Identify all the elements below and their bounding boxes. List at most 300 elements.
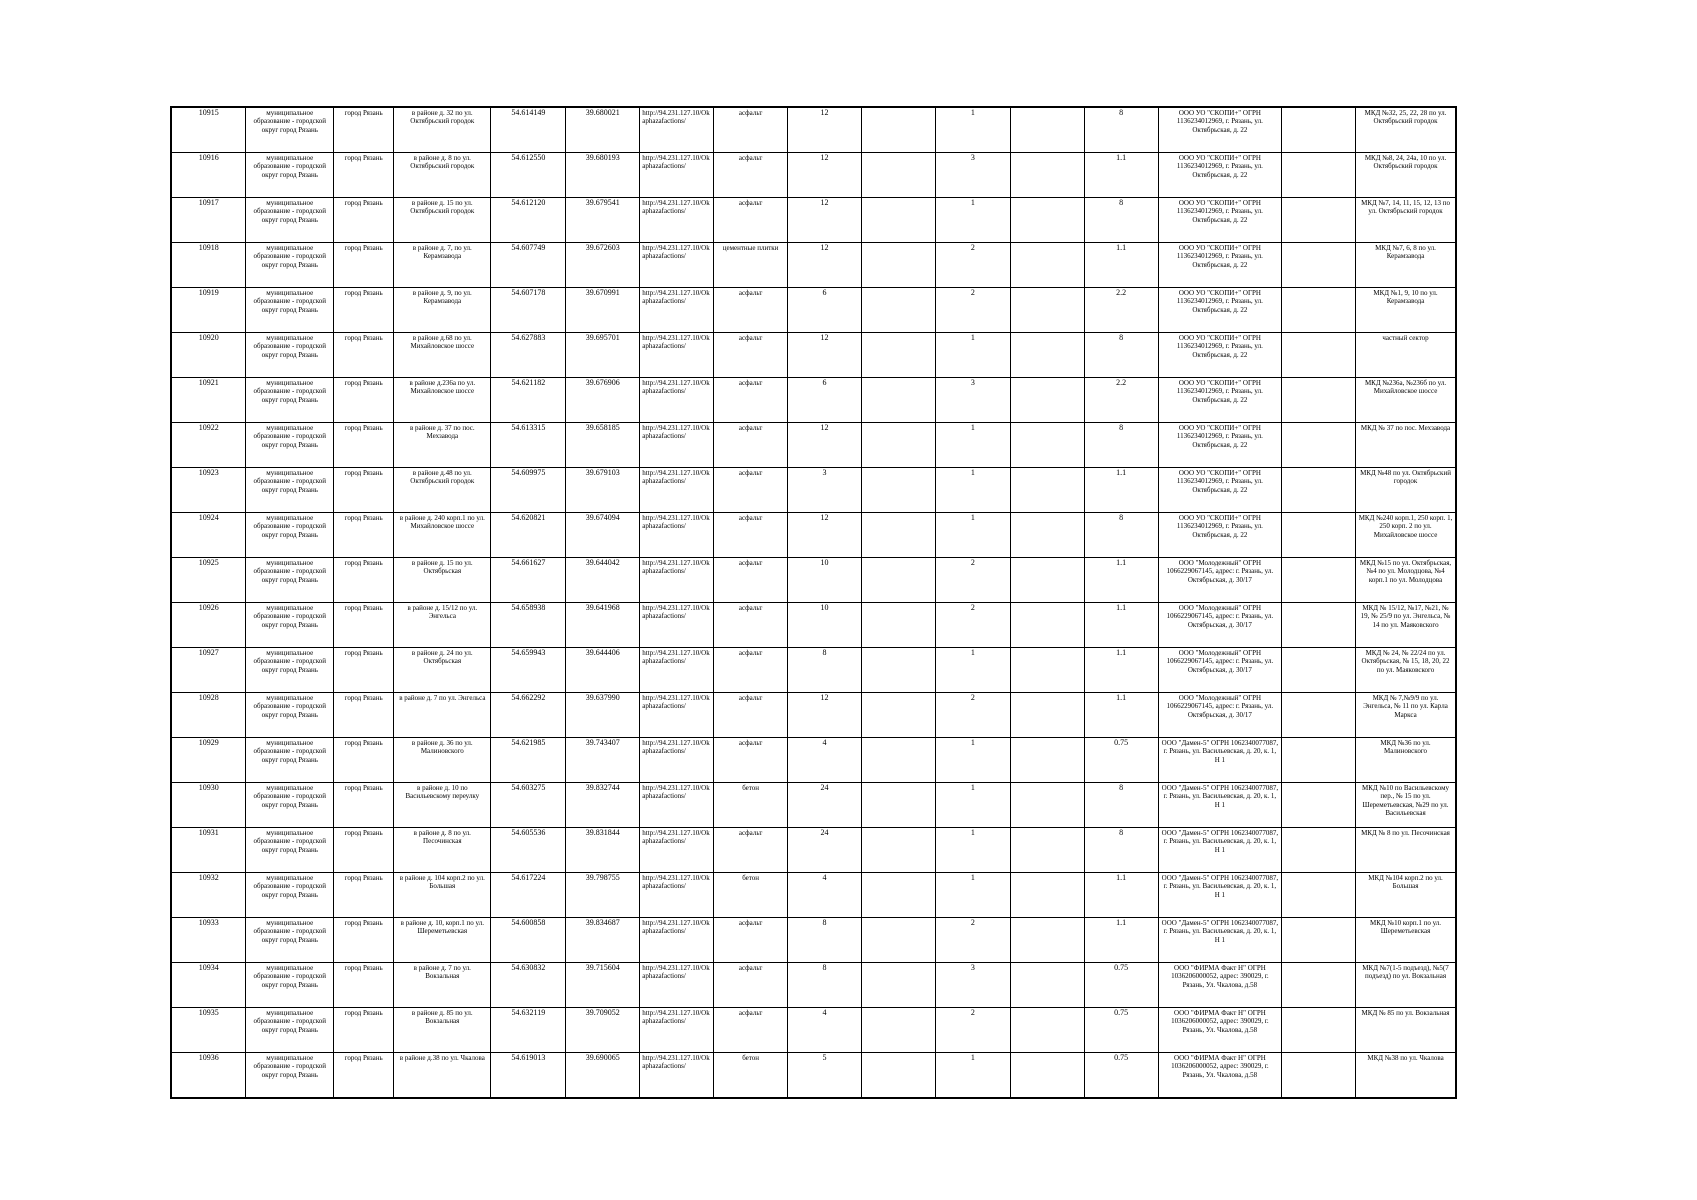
registry-sheet [170, 106, 1457, 1099]
cell-municipality: муниципальное образование - городской округ город Рязань [246, 153, 334, 198]
cell-col10 [861, 378, 935, 423]
cell-municipality: муниципальное образование - городской округ город Рязань [246, 1008, 334, 1053]
cell-col15 [1282, 468, 1356, 513]
cell-organization: ООО УО "СКОПИ+" ОГРН 1136234012969, г. Рязань, ул. Октябрьская, д. 22 [1158, 153, 1282, 198]
cell-url-link[interactable]: http://94.231.127.10/Okaphazafactions/ [640, 198, 714, 243]
cell-container-count: 3 [935, 153, 1010, 198]
cell-buildings: МКД №15 по ул. Октябрьская, №4 по ул. Молодцова, №4 корп.1 по ул. Молодцова [1356, 558, 1456, 603]
cell-address: в районе д. 15/12 по ул. Энгельса [394, 603, 491, 648]
cell-url-link[interactable]: http://94.231.127.10/Okaphazafactions/ [640, 603, 714, 648]
cell-container-count: 2 [935, 693, 1010, 738]
cell-col10 [861, 198, 935, 243]
cell-container-count: 1 [935, 513, 1010, 558]
cell-surface: бетон [714, 783, 788, 828]
cell-col10 [861, 468, 935, 513]
cell-latitude: 54.614149 [491, 107, 566, 153]
cell-area: 4 [788, 873, 862, 918]
cell-col10 [861, 1008, 935, 1053]
cell-col15 [1282, 963, 1356, 1008]
cell-surface: асфальт [714, 333, 788, 378]
cell-surface: асфальт [714, 963, 788, 1008]
cell-municipality: муниципальное образование - городской округ город Рязань [246, 693, 334, 738]
cell-container-count: 1 [935, 648, 1010, 693]
cell-address: в районе д.48 по ул. Октябрьский городок [394, 468, 491, 513]
cell-col10 [861, 828, 935, 873]
cell-address: в районе д. 15 по ул. Октябрьская [394, 558, 491, 603]
table-row [171, 1008, 1456, 1053]
cell-latitude: 54.621985 [491, 738, 566, 783]
table-row [171, 1053, 1456, 1099]
cell-url-link[interactable]: http://94.231.127.10/Okaphazafactions/ [640, 873, 714, 918]
cell-url-link[interactable]: http://94.231.127.10/Okaphazafactions/ [640, 558, 714, 603]
cell-longitude: 39.834687 [566, 918, 640, 963]
cell-city: город Рязань [334, 243, 394, 288]
cell-longitude: 39.644042 [566, 558, 640, 603]
cell-address: в районе д. 9, по ул. Керамзавода [394, 288, 491, 333]
cell-buildings: МКД №104 корп.2 по ул. Большая [1356, 873, 1456, 918]
cell-organization: ООО УО "СКОПИ+" ОГРН 1136234012969, г. Рязань, ул. Октябрьская, д. 22 [1158, 513, 1282, 558]
cell-area: 8 [788, 648, 862, 693]
cell-id: 10916 [171, 153, 246, 198]
cell-latitude: 54.612120 [491, 198, 566, 243]
cell-col12 [1010, 918, 1084, 963]
cell-id: 10922 [171, 423, 246, 468]
cell-latitude: 54.627883 [491, 333, 566, 378]
cell-col15 [1282, 243, 1356, 288]
cell-volume: 0.75 [1084, 963, 1158, 1008]
cell-buildings: МКД №32, 25, 22, 28 по ул. Октябрьский городок [1356, 107, 1456, 153]
cell-surface: бетон [714, 1053, 788, 1099]
cell-organization: ООО "Дамен-5" ОГРН 1062340077087, г. Рязань, ул. Васильевская, д. 20, к. 1, Н 1 [1158, 828, 1282, 873]
cell-col10 [861, 648, 935, 693]
cell-volume: 8 [1084, 783, 1158, 828]
cell-area: 4 [788, 1008, 862, 1053]
cell-organization: ООО "ФИРМА Факт Н" ОГРН 1036206000052, адрес: 390029, г. Рязань, Ул. Чкалова, д.58 [1158, 963, 1282, 1008]
cell-longitude: 39.644406 [566, 648, 640, 693]
cell-volume: 2.2 [1084, 288, 1158, 333]
cell-col12 [1010, 963, 1084, 1008]
cell-col10 [861, 288, 935, 333]
cell-surface: асфальт [714, 918, 788, 963]
table-body [171, 107, 1456, 1098]
table-row [171, 198, 1456, 243]
cell-address: в районе д.236а по ул. Михайловское шоссе [394, 378, 491, 423]
cell-url-link[interactable]: http://94.231.127.10/Okaphazafactions/ [640, 378, 714, 423]
cell-surface: асфальт [714, 828, 788, 873]
cell-city: город Рязань [334, 828, 394, 873]
cell-latitude: 54.605536 [491, 828, 566, 873]
cell-col12 [1010, 243, 1084, 288]
table-row [171, 693, 1456, 738]
cell-surface: асфальт [714, 198, 788, 243]
cell-address: в районе д. 8 по ул. Октябрьский городок [394, 153, 491, 198]
cell-url-link[interactable]: http://94.231.127.10/Okaphazafactions/ [640, 828, 714, 873]
cell-city: город Рязань [334, 468, 394, 513]
cell-surface: асфальт [714, 423, 788, 468]
table-row [171, 648, 1456, 693]
cell-url-link[interactable]: http://94.231.127.10/Okaphazafactions/ [640, 648, 714, 693]
cell-volume: 1.1 [1084, 918, 1158, 963]
cell-latitude: 54.609975 [491, 468, 566, 513]
cell-area: 12 [788, 693, 862, 738]
cell-id: 10935 [171, 1008, 246, 1053]
cell-address: в районе д. 15 по ул. Октябрьский городок [394, 198, 491, 243]
container-sites-table [170, 106, 1457, 1099]
table-row [171, 738, 1456, 783]
cell-col12 [1010, 153, 1084, 198]
cell-col15 [1282, 198, 1356, 243]
cell-latitude: 54.659943 [491, 648, 566, 693]
cell-col12 [1010, 828, 1084, 873]
cell-city: город Рязань [334, 1008, 394, 1053]
cell-buildings: МКД №10 по Васильевскому пер., № 15 по ул. Шереметьевская, №29 по ул. Васильевская [1356, 783, 1456, 828]
cell-url-link[interactable]: http://94.231.127.10/Okaphazafactions/ [640, 333, 714, 378]
cell-col15 [1282, 558, 1356, 603]
cell-area: 5 [788, 1053, 862, 1099]
table-row [171, 918, 1456, 963]
cell-volume: 8 [1084, 513, 1158, 558]
cell-id: 10921 [171, 378, 246, 423]
cell-url-link[interactable]: http://94.231.127.10/Okaphazafactions/ [640, 288, 714, 333]
cell-address: в районе д. 10 по Васильевскому переулку [394, 783, 491, 828]
cell-url-link[interactable]: http://94.231.127.10/Okaphazafactions/ [640, 963, 714, 1008]
table-row [171, 288, 1456, 333]
cell-municipality: муниципальное образование - городской округ город Рязань [246, 243, 334, 288]
table-row [171, 783, 1456, 828]
cell-address: в районе д. 10, корп.1 по ул. Шереметьевская [394, 918, 491, 963]
cell-id: 10924 [171, 513, 246, 558]
cell-city: город Рязань [334, 918, 394, 963]
cell-surface: асфальт [714, 738, 788, 783]
cell-url-link[interactable]: http://94.231.127.10/Okaphazafactions/ [640, 243, 714, 288]
cell-container-count: 1 [935, 423, 1010, 468]
cell-id: 10932 [171, 873, 246, 918]
cell-organization: ООО "ФИРМА Факт Н" ОГРН 1036206000052, адрес: 390029, г. Рязань, Ул. Чкалова, д.58 [1158, 1053, 1282, 1099]
cell-longitude: 39.690065 [566, 1053, 640, 1099]
cell-buildings: МКД № 37 по пос. Мехзавода [1356, 423, 1456, 468]
cell-container-count: 3 [935, 378, 1010, 423]
cell-address: в районе д. 8 по ул. Песочинская [394, 828, 491, 873]
cell-city: город Рязань [334, 513, 394, 558]
cell-city: город Рязань [334, 603, 394, 648]
cell-municipality: муниципальное образование - городской округ город Рязань [246, 333, 334, 378]
cell-latitude: 54.661627 [491, 558, 566, 603]
cell-col10 [861, 333, 935, 378]
cell-municipality: муниципальное образование - городской округ город Рязань [246, 603, 334, 648]
cell-city: город Рязань [334, 378, 394, 423]
cell-id: 10919 [171, 288, 246, 333]
cell-buildings: МКД № 7,№9/9 по ул. Энгельса, № 11 по ул. Карла Маркса [1356, 693, 1456, 738]
cell-latitude: 54.607749 [491, 243, 566, 288]
cell-longitude: 39.679541 [566, 198, 640, 243]
cell-buildings: МКД №236а, №236б по ул. Михайловское шоссе [1356, 378, 1456, 423]
cell-municipality: муниципальное образование - городской округ город Рязань [246, 513, 334, 558]
table-row [171, 153, 1456, 198]
cell-latitude: 54.607178 [491, 288, 566, 333]
cell-city: город Рязань [334, 963, 394, 1008]
cell-organization: ООО "Молодежный" ОГРН 1066229067145, адрес: г. Рязань, ул. Октябрьская, д. 30/17 [1158, 693, 1282, 738]
cell-longitude: 39.715604 [566, 963, 640, 1008]
cell-address: в районе д. 37 по пос. Мехзавода [394, 423, 491, 468]
cell-url-link[interactable]: http://94.231.127.10/Okaphazafactions/ [640, 153, 714, 198]
cell-longitude: 39.831844 [566, 828, 640, 873]
cell-buildings: МКД №7(1-5 подъезд), №5(7 подъезд) по ул. Вокзальная [1356, 963, 1456, 1008]
cell-id: 10925 [171, 558, 246, 603]
cell-longitude: 39.832744 [566, 783, 640, 828]
cell-longitude: 39.637990 [566, 693, 640, 738]
cell-municipality: муниципальное образование - городской округ город Рязань [246, 873, 334, 918]
cell-col12 [1010, 738, 1084, 783]
cell-container-count: 1 [935, 783, 1010, 828]
cell-organization: ООО "ФИРМА Факт Н" ОГРН 1036206000052, адрес: 390029, г. Рязань, Ул. Чкалова, д.58 [1158, 1008, 1282, 1053]
cell-container-count: 1 [935, 738, 1010, 783]
cell-col15 [1282, 1008, 1356, 1053]
cell-col15 [1282, 648, 1356, 693]
cell-organization: ООО УО "СКОПИ+" ОГРН 1136234012969, г. Рязань, ул. Октябрьская, д. 22 [1158, 243, 1282, 288]
cell-longitude: 39.658185 [566, 423, 640, 468]
cell-latitude: 54.662292 [491, 693, 566, 738]
cell-col10 [861, 153, 935, 198]
cell-longitude: 39.695701 [566, 333, 640, 378]
cell-longitude: 39.798755 [566, 873, 640, 918]
table-row [171, 378, 1456, 423]
cell-organization: ООО УО "СКОПИ+" ОГРН 1136234012969, г. Рязань, ул. Октябрьская, д. 22 [1158, 288, 1282, 333]
cell-col15 [1282, 693, 1356, 738]
cell-buildings: МКД №38 по ул. Чкалова [1356, 1053, 1456, 1099]
cell-area: 6 [788, 378, 862, 423]
cell-organization: ООО УО "СКОПИ+" ОГРН 1136234012969, г. Рязань, ул. Октябрьская, д. 22 [1158, 333, 1282, 378]
cell-area: 8 [788, 918, 862, 963]
cell-url-link[interactable]: http://94.231.127.10/Okaphazafactions/ [640, 107, 714, 153]
cell-organization: ООО "Молодежный" ОГРН 1066229067145, адрес: г. Рязань, ул. Октябрьская, д. 30/17 [1158, 558, 1282, 603]
cell-col12 [1010, 513, 1084, 558]
cell-city: город Рязань [334, 1053, 394, 1099]
cell-col15 [1282, 153, 1356, 198]
table-row [171, 513, 1456, 558]
cell-col15 [1282, 828, 1356, 873]
cell-city: город Рязань [334, 288, 394, 333]
cell-surface: асфальт [714, 603, 788, 648]
table-row [171, 243, 1456, 288]
cell-container-count: 1 [935, 198, 1010, 243]
cell-longitude: 39.672603 [566, 243, 640, 288]
cell-url-link[interactable]: http://94.231.127.10/Okaphazafactions/ [640, 918, 714, 963]
cell-latitude: 54.600858 [491, 918, 566, 963]
cell-area: 12 [788, 198, 862, 243]
cell-id: 10936 [171, 1053, 246, 1099]
cell-address: в районе д.68 по ул. Михайловское шоссе [394, 333, 491, 378]
cell-organization: ООО УО "СКОПИ+" ОГРН 1136234012969, г. Рязань, ул. Октябрьская, д. 22 [1158, 198, 1282, 243]
cell-address: в районе д.38 по ул. Чкалова [394, 1053, 491, 1099]
cell-address: в районе д. 32 по ул. Октябрьский городок [394, 107, 491, 153]
cell-latitude: 54.619013 [491, 1053, 566, 1099]
cell-surface: асфальт [714, 288, 788, 333]
cell-buildings: МКД № 85 по ул. Вокзальная [1356, 1008, 1456, 1053]
cell-col10 [861, 243, 935, 288]
cell-area: 12 [788, 153, 862, 198]
cell-municipality: муниципальное образование - городской округ город Рязань [246, 738, 334, 783]
cell-latitude: 54.630832 [491, 963, 566, 1008]
cell-col10 [861, 738, 935, 783]
cell-col12 [1010, 288, 1084, 333]
cell-url-link[interactable]: http://94.231.127.10/Okaphazafactions/ [640, 1008, 714, 1053]
cell-longitude: 39.670991 [566, 288, 640, 333]
cell-surface: асфальт [714, 513, 788, 558]
cell-container-count: 2 [935, 1008, 1010, 1053]
cell-col10 [861, 873, 935, 918]
table-row [171, 333, 1456, 378]
cell-municipality: муниципальное образование - городской округ город Рязань [246, 918, 334, 963]
cell-col15 [1282, 873, 1356, 918]
cell-container-count: 1 [935, 333, 1010, 378]
cell-volume: 1.1 [1084, 603, 1158, 648]
cell-area: 4 [788, 738, 862, 783]
cell-organization: ООО "Молодежный" ОГРН 1066229067145, адрес: г. Рязань, ул. Октябрьская, д. 30/17 [1158, 603, 1282, 648]
cell-area: 6 [788, 288, 862, 333]
cell-municipality: муниципальное образование - городской округ город Рязань [246, 783, 334, 828]
cell-volume: 0.75 [1084, 1053, 1158, 1099]
cell-col15 [1282, 288, 1356, 333]
cell-municipality: муниципальное образование - городской округ город Рязань [246, 288, 334, 333]
cell-id: 10929 [171, 738, 246, 783]
cell-area: 8 [788, 963, 862, 1008]
cell-volume: 2.2 [1084, 378, 1158, 423]
cell-volume: 1.1 [1084, 558, 1158, 603]
cell-city: город Рязань [334, 738, 394, 783]
cell-col12 [1010, 107, 1084, 153]
cell-col10 [861, 558, 935, 603]
cell-volume: 8 [1084, 333, 1158, 378]
cell-col12 [1010, 198, 1084, 243]
cell-col12 [1010, 603, 1084, 648]
cell-col10 [861, 918, 935, 963]
cell-col12 [1010, 378, 1084, 423]
cell-col12 [1010, 873, 1084, 918]
cell-latitude: 54.603275 [491, 783, 566, 828]
cell-url-link[interactable]: http://94.231.127.10/Okaphazafactions/ [640, 513, 714, 558]
cell-volume: 8 [1084, 107, 1158, 153]
cell-area: 12 [788, 513, 862, 558]
cell-buildings: МКД № 15/12, №17, №21, № 19, № 25/9 по ул. Энгельса, № 14 по ул. Маяковского [1356, 603, 1456, 648]
cell-container-count: 2 [935, 243, 1010, 288]
cell-col10 [861, 1053, 935, 1099]
cell-id: 10934 [171, 963, 246, 1008]
cell-buildings: МКД №7, 6, 8 по ул. Керамзавода [1356, 243, 1456, 288]
cell-organization: ООО УО "СКОПИ+" ОГРН 1136234012969, г. Рязань, ул. Октябрьская, д. 22 [1158, 378, 1282, 423]
cell-col12 [1010, 693, 1084, 738]
cell-volume: 0.75 [1084, 738, 1158, 783]
table-row [171, 963, 1456, 1008]
cell-municipality: муниципальное образование - городской округ город Рязань [246, 198, 334, 243]
cell-col10 [861, 107, 935, 153]
cell-longitude: 39.641968 [566, 603, 640, 648]
cell-url-link[interactable]: http://94.231.127.10/Okaphazafactions/ [640, 423, 714, 468]
cell-buildings: МКД № 8 по ул. Песочинская [1356, 828, 1456, 873]
cell-id: 10927 [171, 648, 246, 693]
cell-city: город Рязань [334, 198, 394, 243]
cell-longitude: 39.676906 [566, 378, 640, 423]
cell-city: город Рязань [334, 648, 394, 693]
cell-city: город Рязань [334, 783, 394, 828]
table-row [171, 423, 1456, 468]
cell-url-link[interactable]: http://94.231.127.10/Okaphazafactions/ [640, 738, 714, 783]
cell-volume: 8 [1084, 828, 1158, 873]
cell-surface: асфальт [714, 468, 788, 513]
cell-container-count: 1 [935, 828, 1010, 873]
cell-id: 10915 [171, 107, 246, 153]
cell-surface: асфальт [714, 558, 788, 603]
cell-organization: ООО УО "СКОПИ+" ОГРН 1136234012969, г. Рязань, ул. Октябрьская, д. 22 [1158, 423, 1282, 468]
table-row [171, 468, 1456, 513]
cell-city: город Рязань [334, 873, 394, 918]
cell-url-link[interactable]: http://94.231.127.10/Okaphazafactions/ [640, 783, 714, 828]
cell-url-link[interactable]: http://94.231.127.10/Okaphazafactions/ [640, 693, 714, 738]
cell-container-count: 1 [935, 107, 1010, 153]
cell-id: 10930 [171, 783, 246, 828]
cell-buildings: МКД №36 по ул. Малиновского [1356, 738, 1456, 783]
table-row [171, 558, 1456, 603]
cell-surface: асфальт [714, 378, 788, 423]
cell-col15 [1282, 738, 1356, 783]
cell-latitude: 54.620821 [491, 513, 566, 558]
cell-city: город Рязань [334, 558, 394, 603]
cell-col12 [1010, 558, 1084, 603]
cell-id: 10923 [171, 468, 246, 513]
cell-col10 [861, 423, 935, 468]
cell-col15 [1282, 513, 1356, 558]
cell-volume: 8 [1084, 198, 1158, 243]
cell-organization: ООО "Молодежный" ОГРН 1066229067145, адрес: г. Рязань, ул. Октябрьская, д. 30/17 [1158, 648, 1282, 693]
cell-city: город Рязань [334, 107, 394, 153]
cell-surface: асфальт [714, 693, 788, 738]
cell-municipality: муниципальное образование - городской округ город Рязань [246, 828, 334, 873]
cell-buildings: МКД №8, 24, 24а, 10 по ул. Октябрьский городок [1356, 153, 1456, 198]
cell-volume: 8 [1084, 423, 1158, 468]
cell-col15 [1282, 783, 1356, 828]
cell-organization: ООО "Дамен-5" ОГРН 1062340077087, г. Рязань, ул. Васильевская, д. 20, к. 1, Н 1 [1158, 873, 1282, 918]
cell-col10 [861, 693, 935, 738]
cell-organization: ООО УО "СКОПИ+" ОГРН 1136234012969, г. Рязань, ул. Октябрьская, д. 22 [1158, 468, 1282, 513]
cell-organization: ООО "Дамен-5" ОГРН 1062340077087, г. Рязань, ул. Васильевская, д. 20, к. 1, Н 1 [1158, 783, 1282, 828]
cell-city: город Рязань [334, 333, 394, 378]
cell-municipality: муниципальное образование - городской округ город Рязань [246, 1053, 334, 1099]
cell-url-link[interactable]: http://94.231.127.10/Okaphazafactions/ [640, 1053, 714, 1099]
cell-latitude: 54.612550 [491, 153, 566, 198]
cell-area: 24 [788, 828, 862, 873]
cell-city: город Рязань [334, 423, 394, 468]
cell-buildings: МКД № 24, № 22/24 по ул. Октябрьская, № 15, 18, 20, 22 по ул. Маяковского [1356, 648, 1456, 693]
cell-container-count: 2 [935, 918, 1010, 963]
cell-id: 10928 [171, 693, 246, 738]
cell-latitude: 54.621182 [491, 378, 566, 423]
cell-longitude: 39.679103 [566, 468, 640, 513]
cell-url-link[interactable]: http://94.231.127.10/Okaphazafactions/ [640, 468, 714, 513]
cell-volume: 1.1 [1084, 693, 1158, 738]
cell-buildings: МКД №48 по ул. Октябрьский городок [1356, 468, 1456, 513]
cell-volume: 0.75 [1084, 1008, 1158, 1053]
cell-volume: 1.1 [1084, 468, 1158, 513]
cell-address: в районе д. 7 по ул. Вокзальная [394, 963, 491, 1008]
cell-surface: цементные плитки [714, 243, 788, 288]
cell-id: 10926 [171, 603, 246, 648]
cell-longitude: 39.743407 [566, 738, 640, 783]
cell-address: в районе д. 7, по ул. Керамзавода [394, 243, 491, 288]
cell-area: 24 [788, 783, 862, 828]
cell-longitude: 39.674094 [566, 513, 640, 558]
cell-longitude: 39.680021 [566, 107, 640, 153]
cell-volume: 1.1 [1084, 873, 1158, 918]
cell-container-count: 2 [935, 288, 1010, 333]
